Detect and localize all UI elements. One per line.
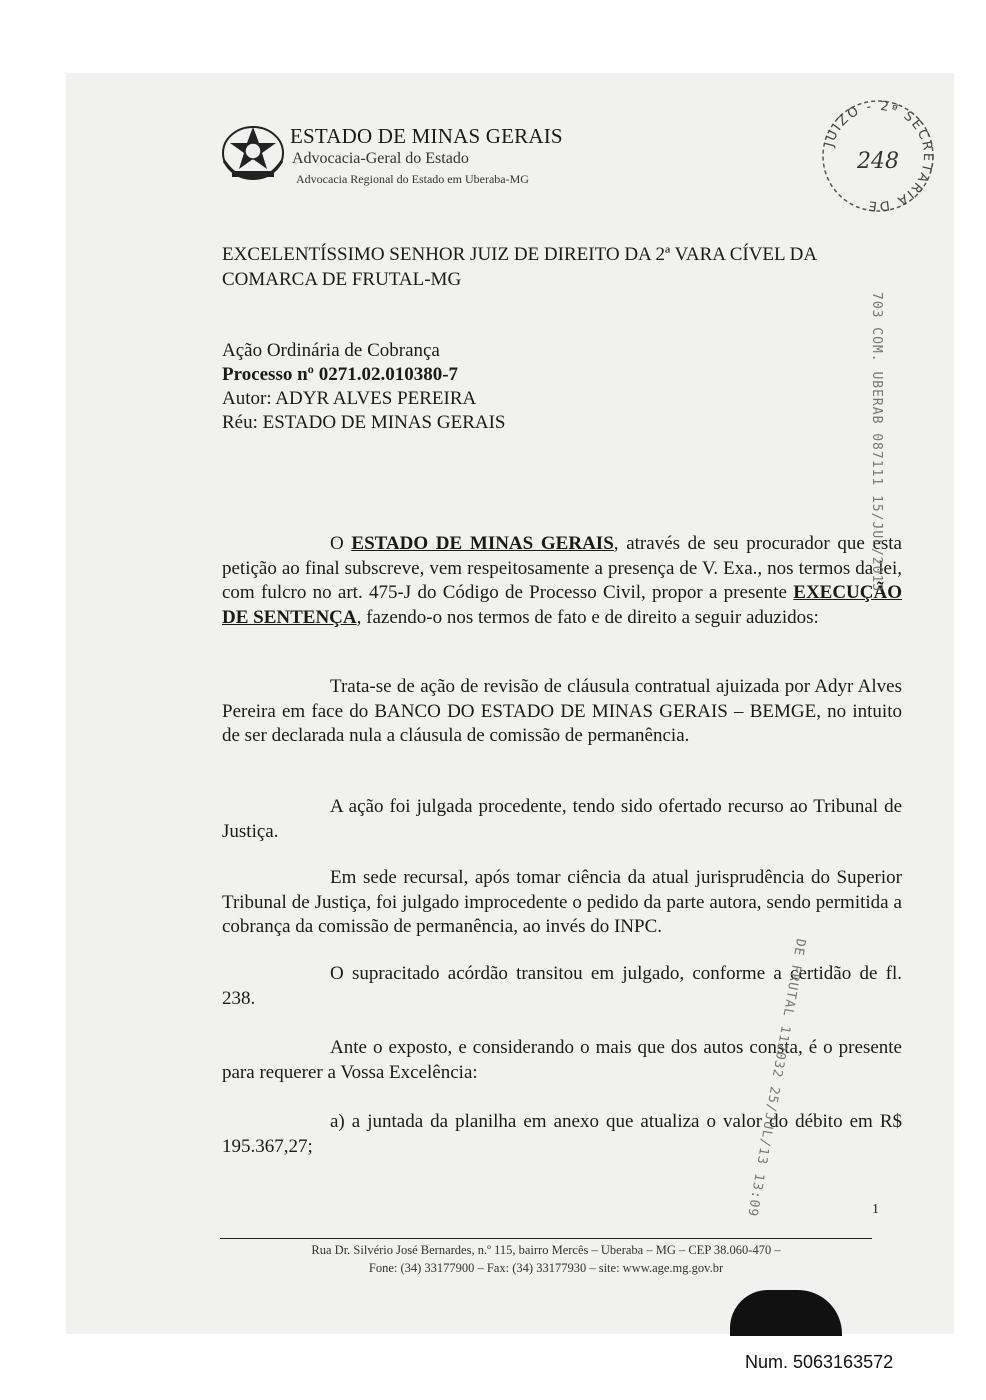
paragraph-request-item-a: a) a juntada da planilha em anexo que atualiza o valor do débito em R$ 195.367,27; — [222, 1111, 902, 1157]
case-author: Autor: ADYR ALVES PEREIRA — [222, 388, 477, 409]
paragraph-facts: Trata-se de ação de revisão de cláusula contratual ajuizada por Adyr Alves Pereira em face do BANCO DO ESTADO DE MINAS GERAIS – BEMGE, no intuito de ser declarada nula a cláusula de comissão de permanência. — [222, 676, 902, 746]
receipt-stamp-upper: 703 COM. UBERAB 087111 15/JUL/2013 — [869, 292, 884, 593]
court-stamp — [818, 96, 938, 216]
page-number: 1 — [872, 1202, 879, 1217]
document-id: Num. 5063163572 — [745, 1352, 894, 1372]
paragraph-request: Ante o exposto, e considerando o mais que dos autos consta, é o presente para requerer a Vossa Excelência: — [222, 1037, 902, 1083]
paragraph-res-judicata: O supracitado acórdão transitou em julgado, conforme a certidão de fl. 238. — [222, 963, 902, 1009]
paragraph-introduction: O ESTADO DE MINAS GERAIS, através de seu procurador que esta petição ao final subscreve, vem respeitosamente a presença de V. Exa., nos termos da lei, com fulcro no art. 475-J do Código de Processo Civil, propor a presente EXECUÇÃO DE SENTENÇA, fazendo-o nos termos de fato e de direito a seguir aduzidos: — [222, 533, 902, 628]
receipt-stamp-lower: DE FRUTAL 112032 25/JUL/13 13:09 — [744, 937, 808, 1219]
action-name: EXECUÇÃO DE SENTENÇA — [222, 582, 902, 628]
coat-of-arms-icon — [218, 121, 288, 183]
party-name: ESTADO DE MINAS GERAIS — [351, 533, 614, 554]
addressee: EXCELENTÍSSIMO SENHOR JUIZ DE DIREITO DA 2ª VARA CÍVEL DA COMARCA DE FRUTAL-MG — [222, 244, 817, 290]
case-process-number: Processo nº 0271.02.010380-7 — [222, 364, 459, 385]
case-defendant: Réu: ESTADO DE MINAS GERAIS — [222, 412, 506, 433]
footer-address: Rua Dr. Silvério José Bernardes, n.º 115, bairro Mercês – Uberaba – MG – CEP 38.060-470 – — [311, 1243, 781, 1257]
paragraph-appeal: Em sede recursal, após tomar ciência da atual jurisprudência do Superior Tribunal de Justiça, foi julgado improcedente o pedido da parte autora, sendo permitida a cobrança da comissão de permanência, ao invés do INPC. — [222, 867, 902, 937]
header-office: Advocacia Regional do Estado em Uberaba-MG — [296, 172, 529, 186]
court-stamp-ring-text: JUIZO - 2ª SECRETARIA DE — [822, 98, 936, 214]
paragraph-judgment: A ação foi julgada procedente, tendo sido ofertado recurso ao Tribunal de Justiça. — [222, 796, 902, 842]
header-agency: Advocacia-Geral do Estado — [292, 150, 469, 167]
footer-divider — [220, 1238, 872, 1239]
footer-contact: Fone: (34) 33177900 – Fax: (34) 33177930 – site: www.age.mg.gov.br — [368, 1261, 724, 1275]
case-type: Ação Ordinária de Cobrança — [222, 340, 440, 361]
court-stamp-page-number: 248 — [857, 149, 899, 174]
header-state: ESTADO DE MINAS GERAIS — [290, 124, 563, 148]
